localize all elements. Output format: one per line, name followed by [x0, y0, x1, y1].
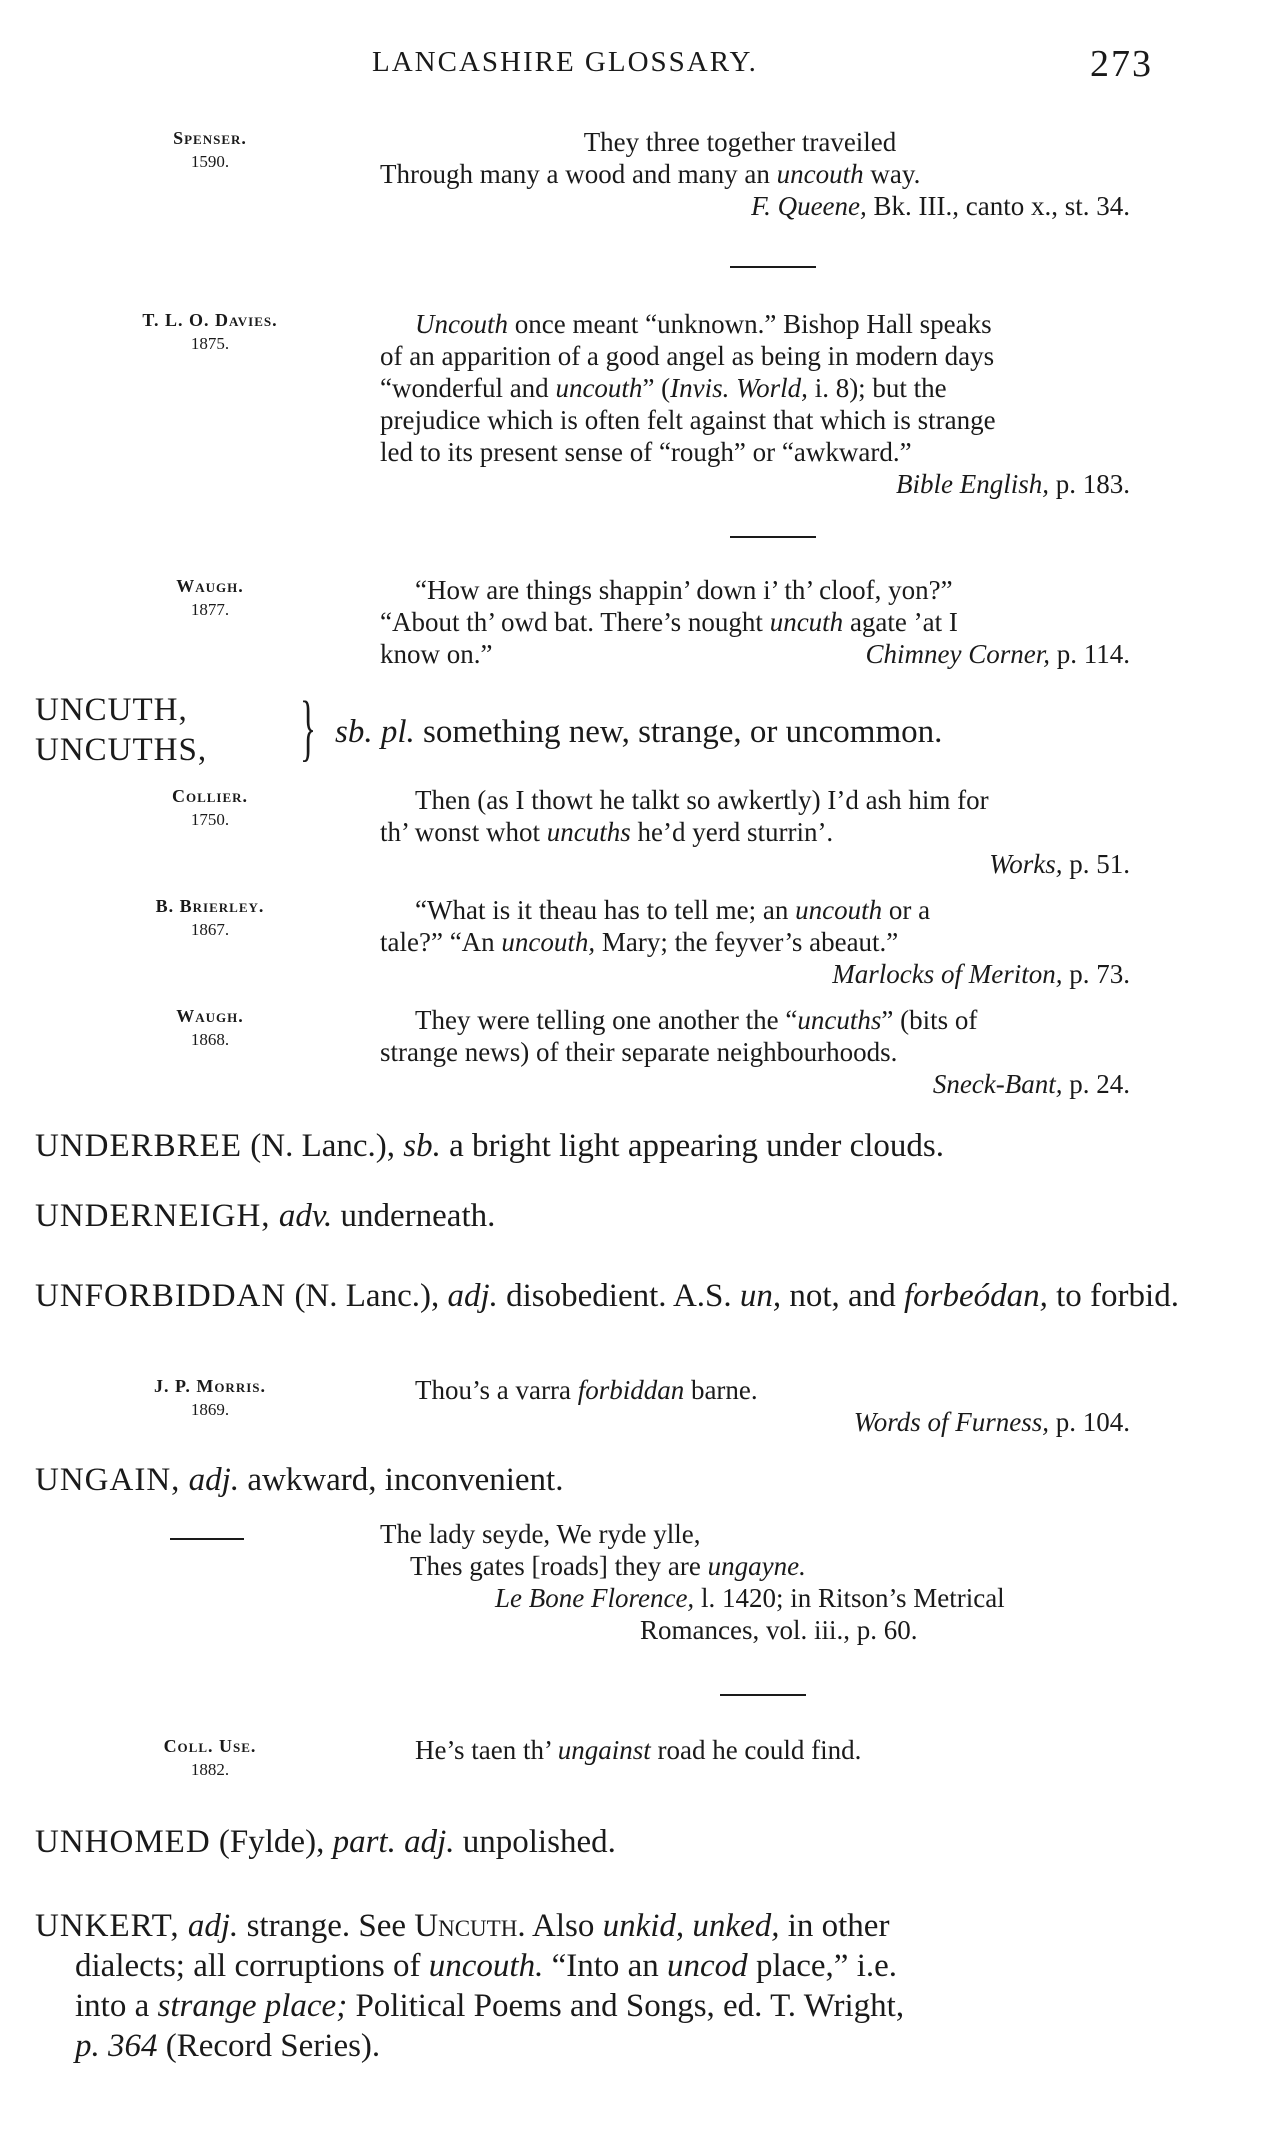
quote-year: 1750. [190, 810, 230, 829]
entry-uncuth [35, 687, 1185, 776]
quote-text: “What is it theau has to tell me; an uncouth or a tale?” “An uncouth, Mary; the feyver’s abeaut.” Marlocks of Meriton, p. 73. [380, 894, 1160, 990]
quote-citation: Words of Furness, p. 104. [853, 1407, 1130, 1437]
quote-text: The lady seyde, We ryde ylle, Thes gates [roads] they are ungayne. Le Bone Florence, l. 1420; in Ritson’s Metrical Romances, vol. iii., p. 60. [380, 1518, 1160, 1646]
headword: UNCUTH, [35, 692, 188, 728]
quote-text: Thou’s a varra forbiddan barne. Words of Furness, p. 104. [380, 1374, 1160, 1438]
running-head [0, 42, 1261, 92]
quote-year: 1590. [190, 152, 230, 171]
page-number: 273 [1090, 43, 1153, 85]
entry-underneigh: UNDERNEIGH, adv. underneath. [35, 1198, 496, 1234]
brace-symbol: } [300, 687, 316, 769]
quote-citation: Marlocks of Meriton, p. 73. [832, 959, 1130, 989]
entry-unhomed: UNHOMED (Fylde), part. adj. unpolished. [35, 1824, 616, 1860]
headword: UNKERT, [35, 1908, 180, 1944]
headword: UNHOMED [35, 1824, 211, 1860]
entry-unforbiddan: UNFORBIDDAN (N. Lanc.), adj. disobedient. A.S. un, not, and forbeódan, to forbid. [35, 1278, 1179, 1314]
quote-text: Uncouth once meant “unknown.” Bishop Hall speaks of an apparition of a good angel as being in modern days “wonderful and uncouth” (Invis. World, i. 8); but the prejudice which is often felt against that which is strange led to its present sense of “rough” or “awkward.” Bible English, p. 183. [380, 308, 1160, 500]
headword: UNDERBREE [35, 1128, 242, 1164]
quote-text: They were telling one another the “uncuths” (bits of strange news) of their separate neighbourhoods. Sneck-Bant, p. 24. [380, 1004, 1160, 1100]
headword: UNCUTHS, [35, 732, 208, 768]
quote-citation: Bible English, p. 183. [896, 469, 1130, 499]
quote-author: Collier. [171, 786, 249, 806]
entry-ungain: UNGAIN, adj. awkward, inconvenient. [35, 1462, 564, 1498]
quote-author: Coll. Use. [163, 1736, 257, 1756]
quote-author: T. L. O. Davies. [142, 310, 278, 330]
entry-underbree: UNDERBREE (N. Lanc.), sb. a bright light appearing under clouds. [35, 1128, 944, 1164]
quote-year: 1877. [190, 600, 230, 619]
quote-year: 1875. [190, 334, 230, 353]
quote-year: 1869. [190, 1400, 230, 1419]
quote-citation: Sneck-Bant, p. 24. [932, 1069, 1130, 1099]
quote-author: Spenser. [173, 128, 247, 148]
quote-text: He’s taen th’ ungainst road he could find. [415, 1735, 862, 1765]
quote-text: They three together traveiled Through many a wood and many an uncouth way. F. Queene, Bk. III., canto x., st. 34. [380, 126, 1160, 222]
ditto-dash [170, 1538, 244, 1540]
headword: UNDERNEIGH, [35, 1198, 271, 1234]
quote-author: B. Brierley. [155, 896, 265, 916]
quote-author: Waugh. [176, 1006, 244, 1026]
quote-text: “How are things shappin’ down i’ th’ cloof, yon?” “About th’ owd bat. There’s nought uncuth agate ’at I know on.” Chimney Corner, p. 114. [380, 575, 1130, 669]
entry-unkert: UNKERT, adj. strange. See Uncuth. Also unkid, unked, in other dialects; all corruptions of uncouth. “Into an uncod place,” i.e. into a strange place; Political Poems and Songs, ed. T. Wright, p. 364 (Record Series). [35, 1908, 905, 2064]
quote-year: 1868. [190, 1030, 230, 1049]
quote-year: 1867. [190, 920, 230, 939]
definition: sb. pl. something new, strange, or uncommon. [335, 714, 943, 750]
section-rule [730, 536, 816, 538]
running-title: LANCASHIRE GLOSSARY. [372, 46, 758, 78]
quote-citation: F. Queene, Bk. III., canto x., st. 34. [751, 191, 1130, 221]
quote-author: Waugh. [176, 576, 244, 596]
section-rule [730, 266, 816, 268]
section-rule [720, 1694, 806, 1696]
headword: UNFORBIDDAN [35, 1278, 287, 1314]
quote-citation: Le Bone Florence, l. 1420; in Ritson’s Metrical [495, 1583, 1005, 1613]
quote-citation: Works, p. 51. [989, 849, 1130, 879]
quote-author: J. P. Morris. [153, 1376, 266, 1396]
headword: UNGAIN, [35, 1462, 181, 1498]
quote-text: Then (as I thowt he talkt so awkertly) I’d ash him for th’ wonst whot uncuths he’d yerd sturrin’. Works, p. 51. [380, 784, 1160, 880]
cross-reference: Uncuth. [414, 1908, 526, 1944]
quote-year: 1882. [190, 1760, 230, 1779]
